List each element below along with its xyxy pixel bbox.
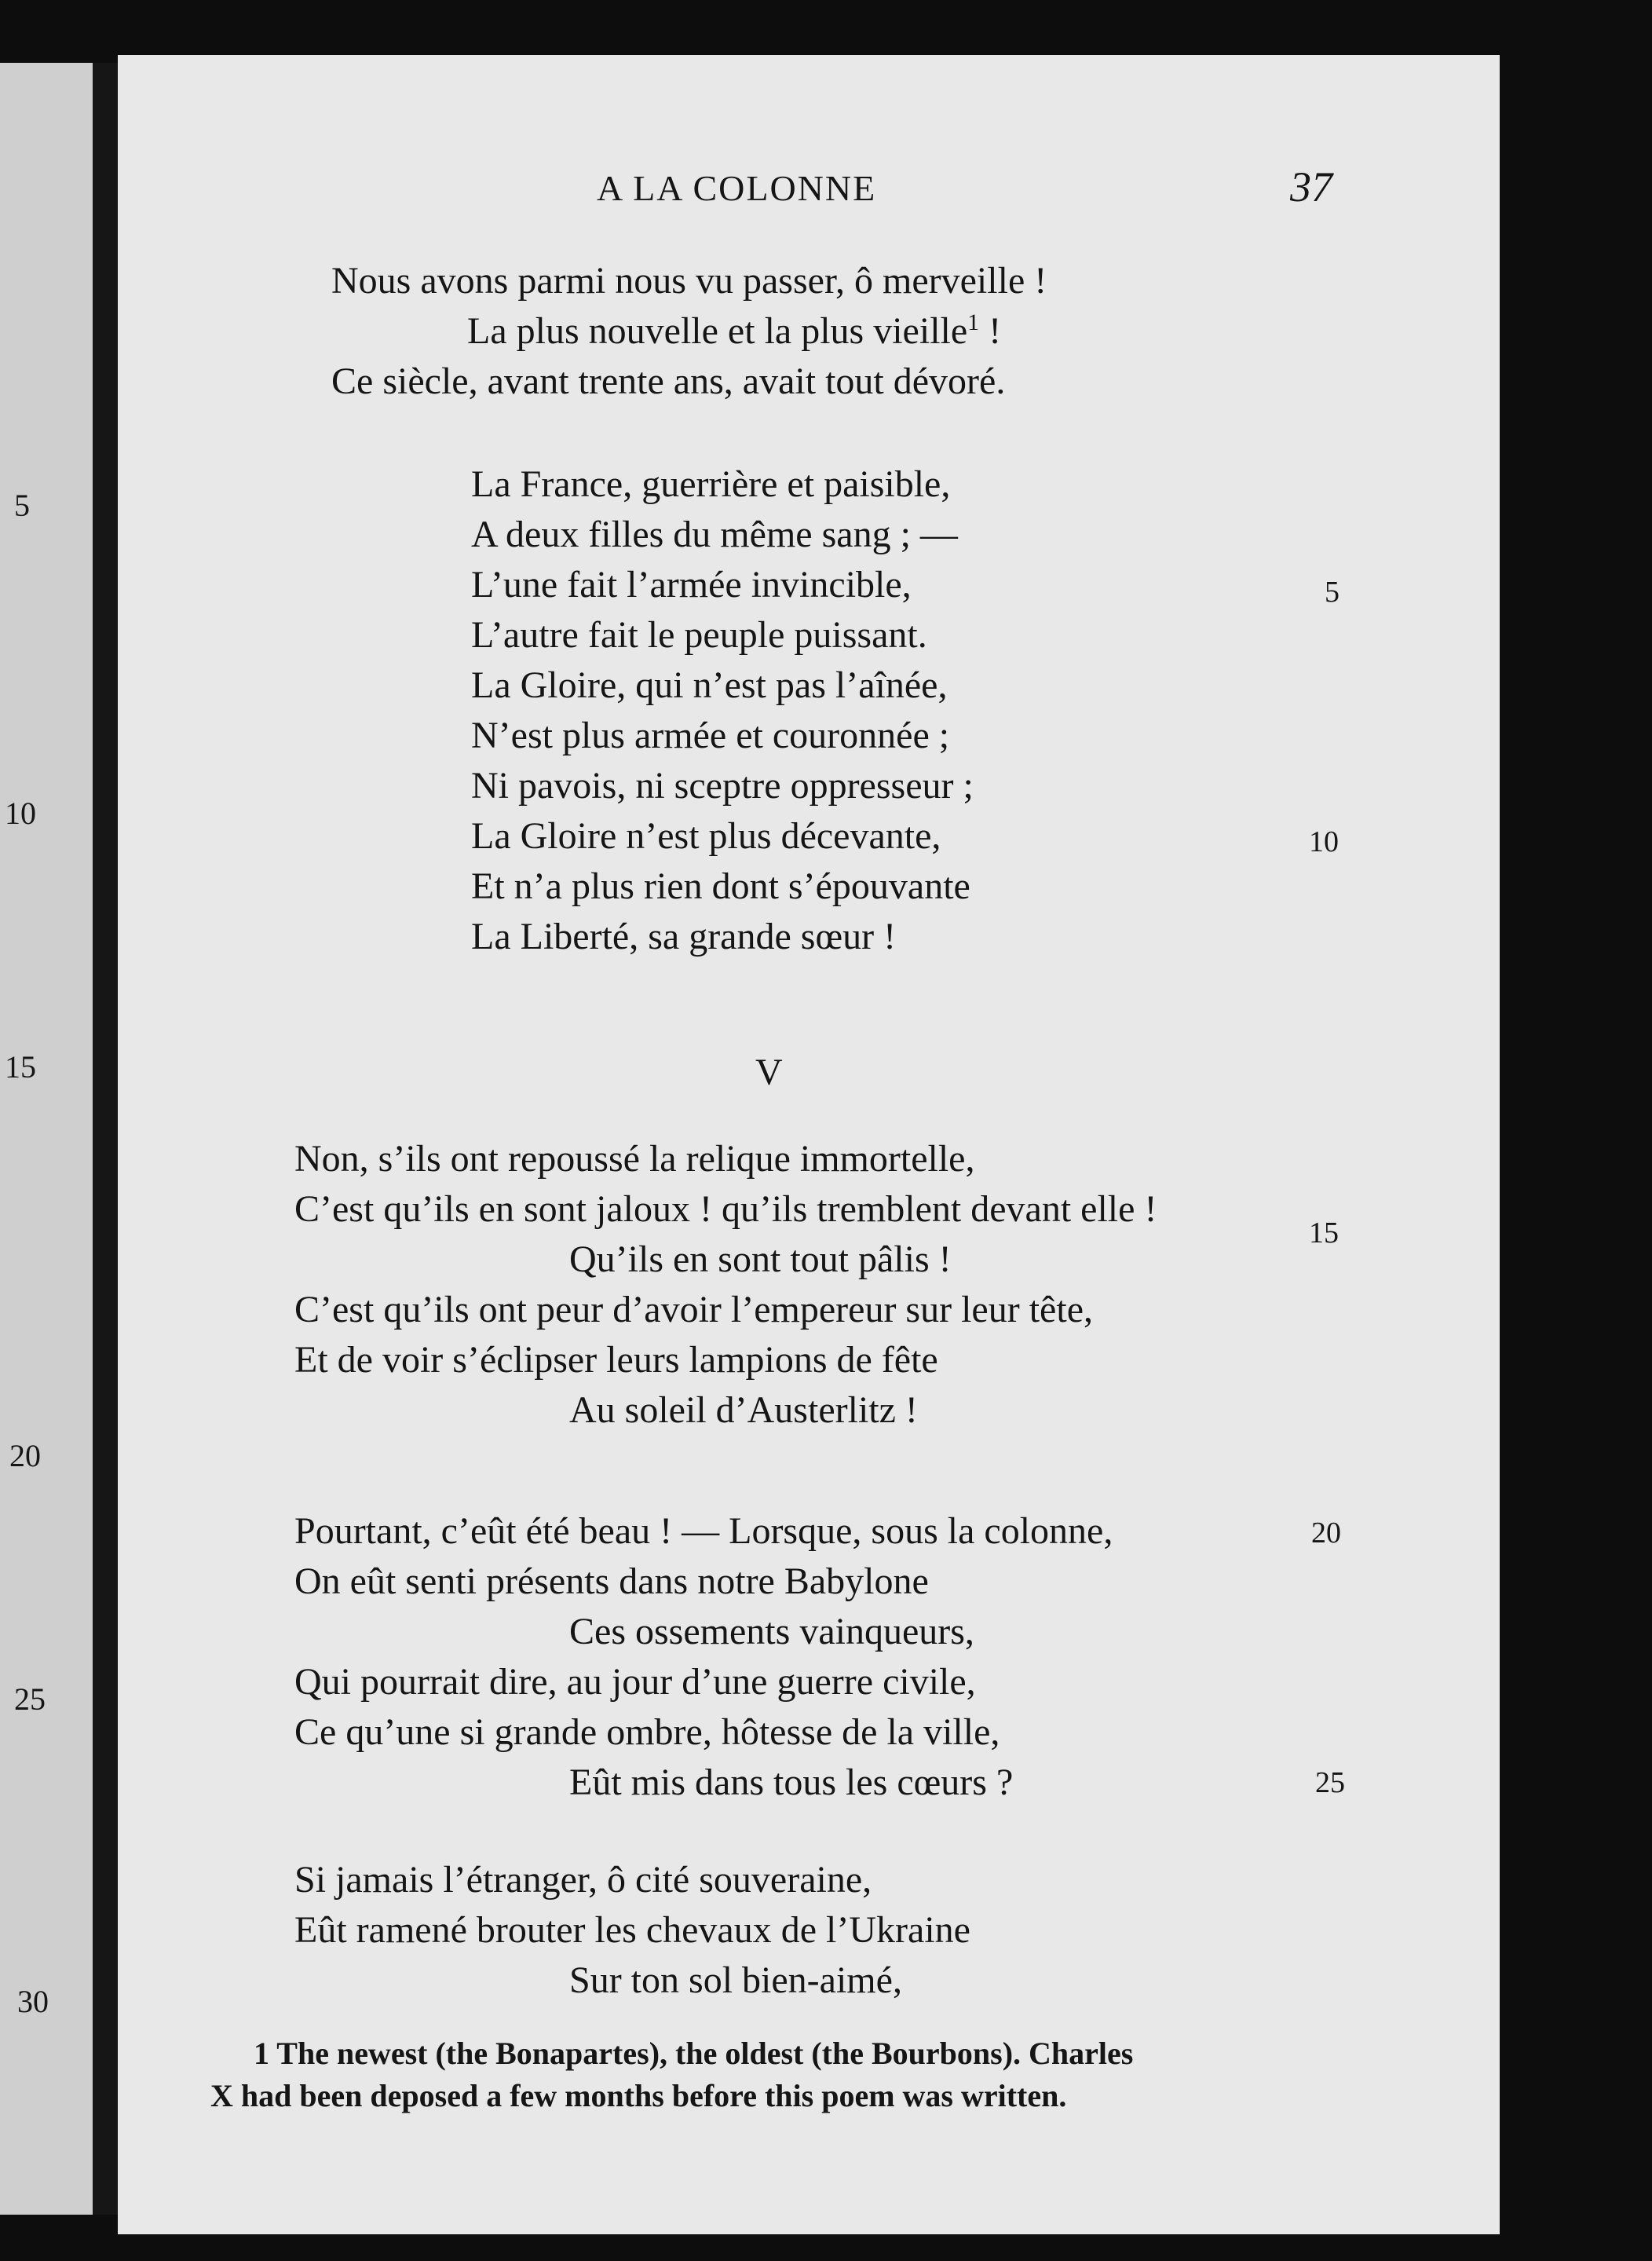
stanza-3	[294, 1134, 1157, 1436]
verse-line: Ni pavois, ni sceptre oppresseur ;	[471, 765, 974, 807]
facing-line-number: 10	[5, 796, 36, 831]
facing-line-number: 25	[14, 1681, 46, 1717]
stanza-4	[294, 1506, 1113, 1808]
footnote	[210, 2032, 1133, 2117]
section-heading: V	[755, 1052, 783, 1093]
line-number: 10	[1309, 825, 1339, 858]
verse-line: L’une fait l’armée invincible,	[471, 564, 912, 605]
line-number: 5	[1325, 576, 1340, 609]
verse-line: Eût ramené brouter les chevaux de l’Ukraine	[294, 1909, 970, 1951]
line-number: 20	[1311, 1516, 1341, 1549]
verse-line: Qui pourrait dire, au jour d’une guerre civile,	[294, 1661, 976, 1703]
verse-line: Ces ossements vainqueurs,	[569, 1611, 974, 1652]
verse-line: On eût senti présents dans notre Babylone	[294, 1560, 929, 1602]
facing-line-number: 5	[14, 488, 30, 523]
verse-line-end: !	[979, 310, 1002, 352]
facing-line-number: 15	[5, 1049, 36, 1085]
verse-line: Qu’ils en sont tout pâlis !	[569, 1238, 952, 1280]
stanza-5	[294, 1855, 970, 2006]
verse-line-text: La plus nouvelle et la plus vieille	[467, 310, 968, 352]
footnote-line: X had been deposed a few months before this poem was written.	[210, 2078, 1067, 2113]
verse-line: C’est qu’ils en sont jaloux ! qu’ils tremblent devant elle !	[294, 1188, 1157, 1230]
line-number: 15	[1309, 1216, 1339, 1249]
facing-line-number: 30	[17, 1984, 49, 2019]
verse-line: Ce siècle, avant trente ans, avait tout dévoré.	[331, 360, 1006, 402]
verse-line: Et de voir s’éclipser leurs lampions de fête	[294, 1339, 938, 1381]
verse-line: La Gloire n’est plus décevante,	[471, 815, 941, 857]
verse-line: La Liberté, sa grande sœur !	[471, 916, 897, 957]
verse-line: Au soleil d’Austerlitz !	[569, 1389, 918, 1431]
verse-line: Eût mis dans tous les cœurs ?	[569, 1762, 1014, 1803]
facing-line-number: 20	[9, 1438, 41, 1473]
verse-line: Sur ton sol bien-aimé,	[569, 1959, 902, 2001]
page-number: 37	[1290, 163, 1332, 210]
verse-line: C’est qu’ils ont peur d’avoir l’empereur sur leur tête,	[294, 1289, 1093, 1330]
verse-line: Nous avons parmi nous vu passer, ô merveille !	[331, 260, 1047, 302]
verse-line: Pourtant, c’eût été beau ! — Lorsque, sous la colonne,	[294, 1510, 1113, 1552]
verse-line: La Gloire, qui n’est pas l’aînée,	[471, 664, 948, 706]
verse-line: La France, guerrière et paisible,	[471, 463, 951, 505]
verse-line: Si jamais l’étranger, ô cité souveraine,	[294, 1859, 872, 1901]
verse-line: Non, s’ils ont repoussé la relique immortelle,	[294, 1138, 975, 1180]
verse-line: N’est plus armée et couronnée ;	[471, 715, 950, 756]
running-title: A LA COLONNE	[597, 168, 877, 208]
book-page	[118, 55, 1500, 2234]
book-gutter	[93, 63, 119, 2215]
footnote-reference: 1	[967, 309, 980, 335]
footnote-line: 1 The newest (the Bonapartes), the oldest (the Bourbons). Charles	[254, 2036, 1134, 2071]
verse-line: A deux filles du même sang ; —	[471, 514, 958, 555]
verse-line	[331, 306, 1047, 357]
line-number: 25	[1315, 1766, 1345, 1799]
verse-line: L’autre fait le peuple puissant.	[471, 614, 927, 656]
stanza-1	[331, 256, 1047, 407]
verse-line: Et n’a plus rien dont s’épouvante	[471, 865, 970, 907]
verse-line: Ce qu’une si grande ombre, hôtesse de la ville,	[294, 1711, 1000, 1753]
stanza-2	[471, 459, 974, 962]
